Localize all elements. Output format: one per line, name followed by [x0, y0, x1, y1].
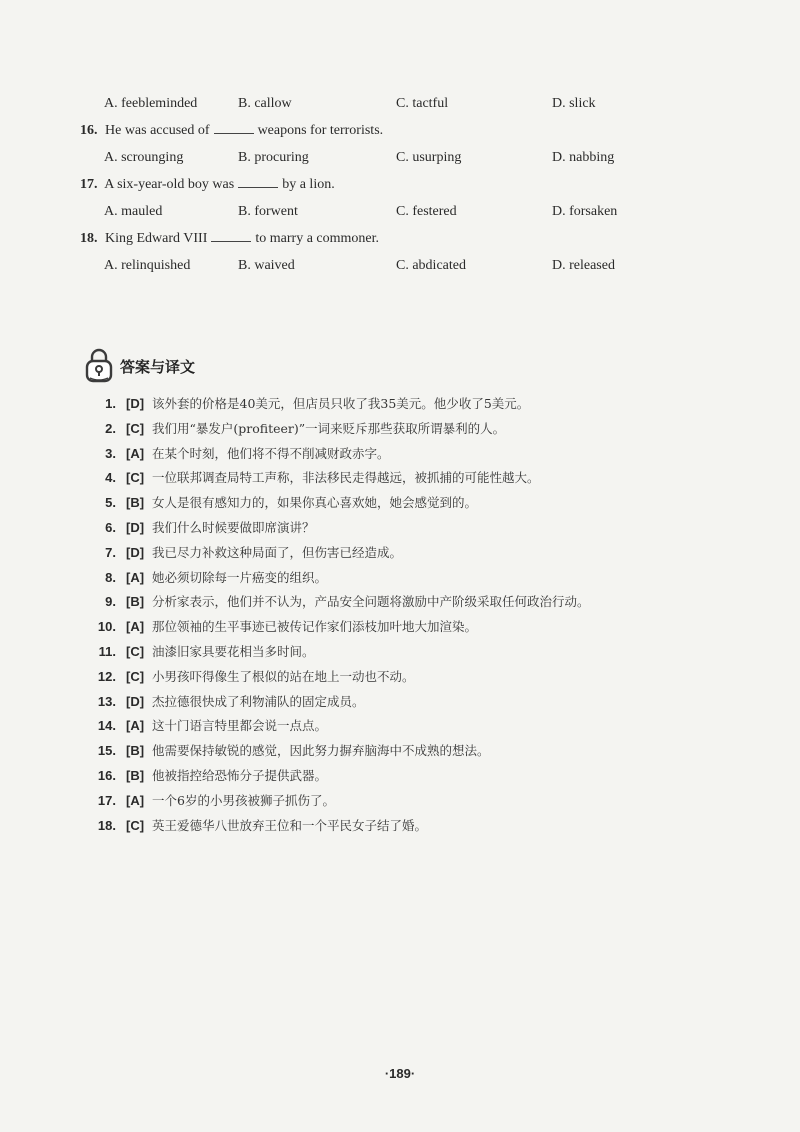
option-b: B. forwent [238, 204, 298, 219]
option-a: A. scrounging [104, 150, 184, 165]
padlock-icon [82, 348, 116, 384]
question-15-options [104, 94, 664, 114]
answer-row [96, 814, 696, 839]
answer-row [96, 739, 696, 764]
option-a: A. mauled [104, 204, 163, 219]
answer-key: [D] [126, 396, 145, 411]
option-b: B. waived [238, 258, 295, 273]
answer-key: [A] [126, 718, 145, 734]
answer-row [96, 466, 696, 491]
answer-number: 3. [105, 445, 116, 461]
answer-row [96, 640, 696, 665]
answer-row [96, 789, 696, 814]
answer-number: 10. [97, 619, 116, 635]
question-number: 16. [80, 123, 98, 138]
answer-number: 14. [97, 718, 116, 734]
question-16-stem [80, 121, 383, 141]
answer-row [96, 442, 696, 467]
answer-row [96, 764, 696, 789]
answer-translation: 英王爱德华八世放弃王位和一个平民女子结了婚。 [152, 817, 428, 833]
answer-number: 17. [97, 792, 116, 808]
answer-number: 1. [105, 396, 116, 411]
option-b: B. callow [238, 96, 292, 111]
answer-number: 8. [105, 569, 116, 585]
answer-key: [D] [126, 693, 145, 709]
answer-row [96, 516, 696, 541]
answer-row [96, 714, 696, 739]
answer-number: 9. [105, 594, 116, 610]
answer-key: [C] [126, 643, 145, 659]
answer-number: 16. [97, 767, 116, 783]
answer-number: 11. [98, 643, 116, 659]
answer-row [96, 665, 696, 690]
question-text-after: to marry a commoner. [255, 231, 380, 246]
question-text-before: He was accused of [105, 123, 210, 138]
option-c: C. festered [396, 204, 457, 219]
answer-key: [A] [126, 792, 145, 808]
answer-key: [C] [126, 420, 145, 436]
answer-number: 5. [105, 495, 116, 511]
answer-key: [B] [126, 743, 145, 759]
option-a: A. relinquished [104, 258, 191, 273]
question-16-options [104, 148, 664, 168]
answer-translation: 分析家表示，他们并不认为，产品安全问题将激励中产阶级采取任何政治行动。 [152, 594, 590, 610]
answer-key: [B] [126, 767, 145, 783]
question-17-options [104, 202, 664, 222]
answer-row [96, 491, 696, 516]
answer-translation: 我们什么时候要做即席演讲？ [152, 519, 315, 535]
option-d: D. released [552, 258, 615, 273]
answer-translation: 杰拉德很快成了利物浦队的固定成员。 [152, 693, 365, 709]
answer-translation: 那位领袖的生平事迹已被传记作家们添枝加叶地大加渲染。 [152, 619, 478, 635]
answer-translation: 我们用“暴发户(profiteer)”一词来贬斥那些获取所谓暴利的人。 [152, 420, 506, 436]
answer-translation: 小男孩吓得像生了根似的站在地上一动也不动。 [152, 668, 415, 684]
answer-translation: 一个6岁的小男孩被狮子抓伤了。 [152, 792, 335, 808]
answer-number: 15. [97, 743, 116, 759]
answer-translation: 他被指控给恐怖分子提供武器。 [152, 767, 328, 783]
question-text-after: weapons for terrorists. [257, 123, 384, 138]
page-number: ·189· [384, 1066, 416, 1081]
answers-list [96, 392, 696, 838]
answer-key: [A] [126, 619, 145, 635]
answer-translation: 在某个时刻，他们将不得不削减财政赤字。 [152, 445, 390, 461]
answer-number: 18. [97, 817, 116, 833]
option-a: A. feebleminded [104, 96, 198, 111]
question-18-options [104, 256, 664, 276]
answer-number: 2. [105, 420, 116, 436]
answer-translation: 我已尽力补救这种局面了，但伤害已经造成。 [152, 544, 403, 560]
question-18-stem [80, 229, 379, 249]
answer-key: [A] [126, 445, 145, 461]
section-title: 答案与译文 [120, 358, 196, 376]
answer-key: [D] [126, 519, 145, 535]
answer-number: 12. [97, 668, 116, 684]
answers-section-heading [82, 348, 382, 384]
answer-row [96, 615, 696, 640]
answer-number: 7. [105, 544, 116, 560]
answer-blank [214, 121, 254, 134]
question-number: 18. [80, 231, 98, 246]
answer-translation: 这十门语言特里都会说一点点。 [152, 718, 328, 734]
option-c: C. tactful [396, 96, 449, 111]
answer-row [96, 392, 696, 417]
option-d: D. forsaken [552, 204, 618, 219]
option-c: C. abdicated [396, 258, 466, 273]
answer-translation: 油漆旧家具要花相当多时间。 [152, 643, 315, 659]
answer-row [96, 690, 696, 715]
answer-key: [B] [126, 594, 145, 610]
answer-row [96, 541, 696, 566]
question-text-before: A six-year-old boy was [104, 177, 235, 192]
answer-translation: 她必须切除每一片癌变的组织。 [152, 569, 328, 585]
question-text-after: by a lion. [282, 177, 335, 192]
answer-blank [211, 229, 251, 242]
answer-row [96, 417, 696, 442]
answer-key: [C] [126, 470, 145, 486]
answer-translation: 女人是很有感知力的，如果你真心喜欢她，她会感觉到的。 [152, 495, 478, 511]
answer-row [96, 590, 696, 615]
answer-number: 13. [97, 693, 116, 709]
question-number: 17. [80, 177, 98, 192]
answer-translation: 一位联邦调查局特工声称，非法移民走得越远，被抓捕的可能性越大。 [152, 470, 540, 486]
option-d: D. slick [552, 96, 596, 111]
answer-translation: 他需要保持敏锐的感觉，因此努力摒弃脑海中不成熟的想法。 [152, 743, 490, 759]
option-d: D. nabbing [552, 150, 615, 165]
option-c: C. usurping [396, 150, 462, 165]
answer-row [96, 566, 696, 591]
answer-translation: 该外套的价格是40美元，但店员只收了我35美元。他少收了5美元。 [152, 396, 530, 411]
question-text-before: King Edward VIII [105, 231, 208, 246]
answer-key: [B] [126, 495, 145, 511]
option-b: B. procuring [238, 150, 309, 165]
answer-key: [C] [126, 668, 145, 684]
answer-key: [C] [126, 817, 145, 833]
answer-key: [A] [126, 569, 145, 585]
question-17-stem [80, 175, 335, 195]
answer-key: [D] [126, 544, 145, 560]
answer-number: 6. [105, 519, 116, 535]
answer-blank [238, 175, 278, 188]
answer-number: 4. [105, 470, 116, 486]
